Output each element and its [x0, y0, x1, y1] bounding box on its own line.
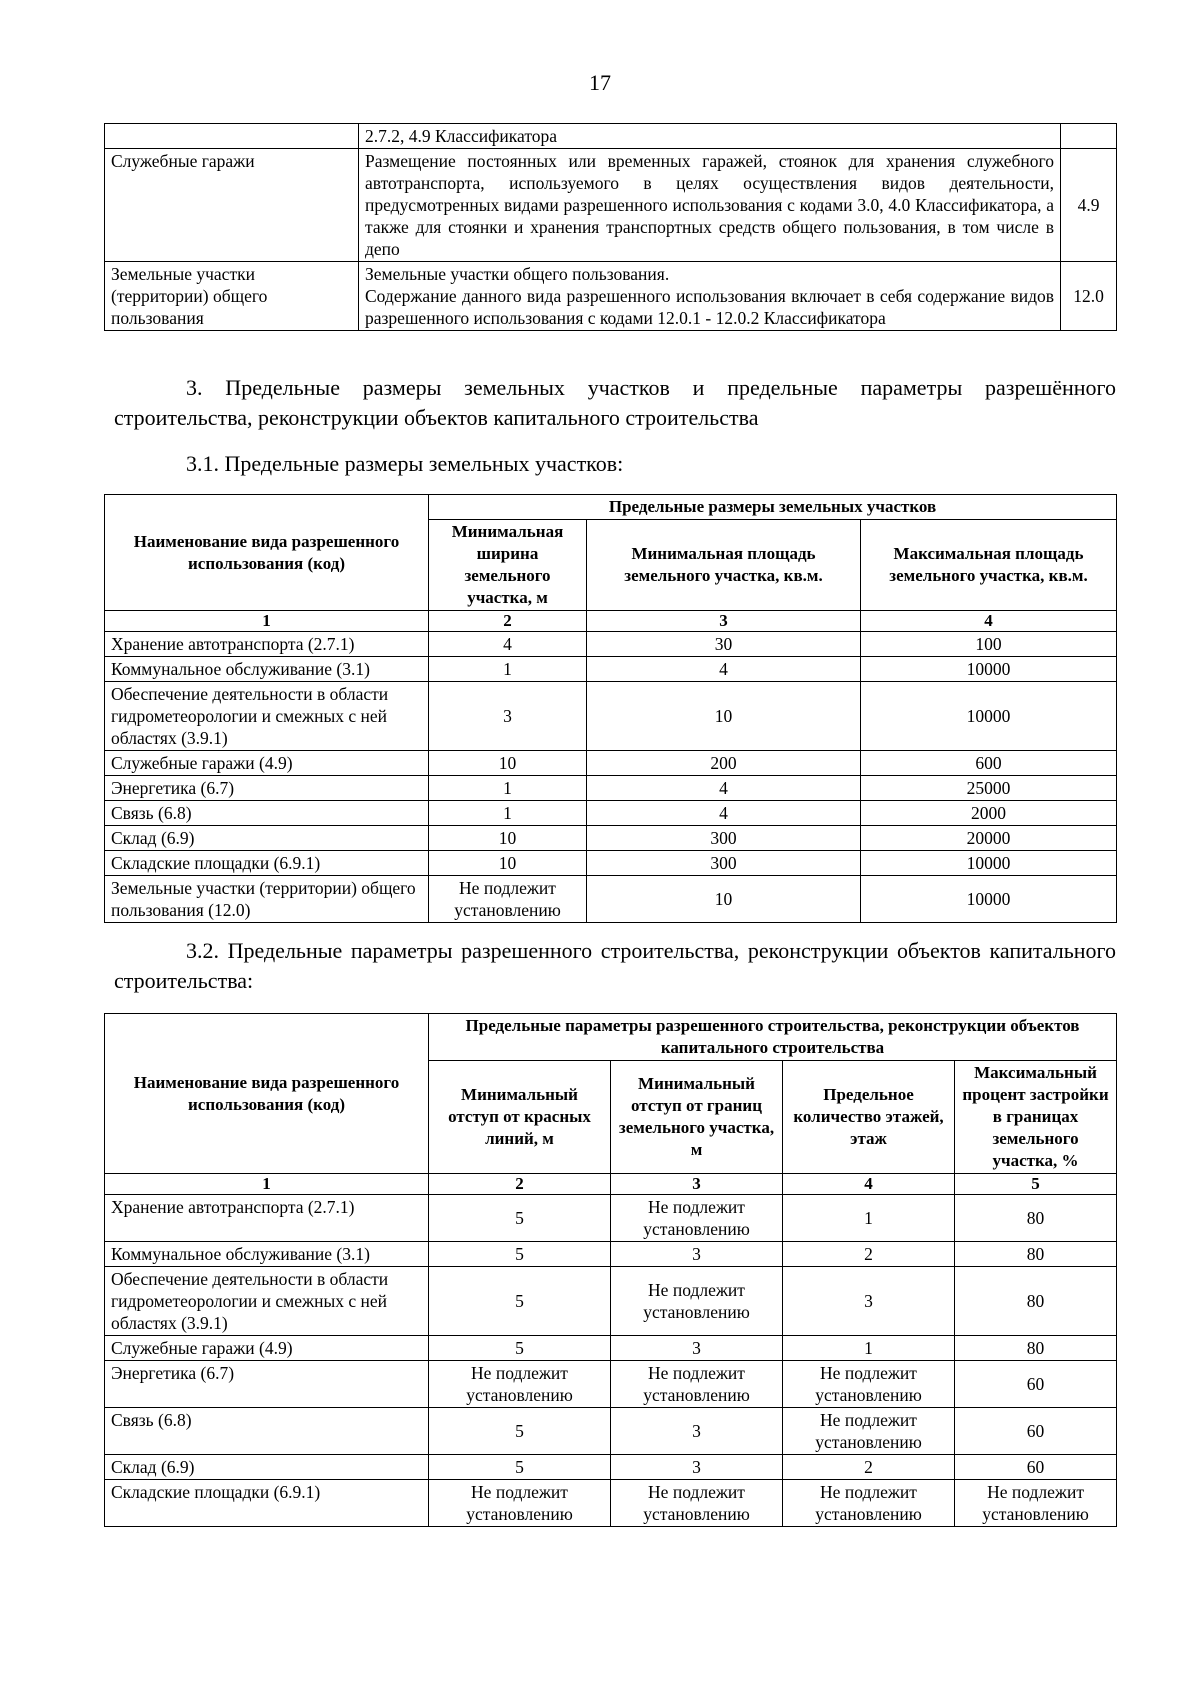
value-cell: Не подлежит установлению	[611, 1195, 783, 1242]
use-description	[359, 262, 1061, 331]
use-code	[1061, 124, 1117, 149]
value-cell: Не подлежит установлению	[429, 1361, 611, 1408]
table-row	[105, 149, 1117, 262]
column-index: 4	[783, 1174, 955, 1195]
value-cell: 5	[429, 1336, 611, 1361]
table-row	[105, 1408, 1117, 1455]
value-cell: 3	[611, 1242, 783, 1267]
table-row	[105, 124, 1117, 149]
uses-table-continuation	[104, 123, 1117, 331]
value-cell: 1	[429, 776, 587, 801]
table-row	[105, 776, 1117, 801]
subsection-heading-3-2: 3.2. Предельные параметры разрешенного строительства, реконструкции объектов капитального строительства:	[114, 938, 1116, 993]
value-cell: Не подлежит установлению	[611, 1267, 783, 1336]
table-row	[105, 1480, 1117, 1527]
value-cell: 10	[587, 682, 861, 751]
column-index: 5	[955, 1174, 1117, 1195]
table-row	[105, 1242, 1117, 1267]
column-index: 1	[105, 611, 429, 632]
header-use-name: Наименование вида разрешенного использования (код)	[105, 1014, 429, 1174]
value-cell: Не подлежит установлению	[611, 1361, 783, 1408]
header-min-area: Минимальная площадь земельного участка, кв.м.	[587, 520, 861, 611]
table-row	[105, 751, 1117, 776]
use-name: Энергетика (6.7)	[105, 1361, 429, 1408]
use-name: Служебные гаражи (4.9)	[105, 751, 429, 776]
table-row	[105, 1195, 1117, 1242]
use-code: 4.9	[1061, 149, 1117, 262]
use-description-line: Земельные участки общего пользования.	[365, 264, 670, 284]
value-cell: 200	[587, 751, 861, 776]
value-cell: 1	[783, 1195, 955, 1242]
table-row	[105, 657, 1117, 682]
value-cell: 80	[955, 1267, 1117, 1336]
use-name: Связь (6.8)	[105, 801, 429, 826]
use-name	[105, 124, 359, 149]
section-heading: 3. Предельные размеры земельных участков и предельные параметры разрешённого строительства, реконструкции объектов капитального строительства	[114, 375, 1116, 430]
use-name: Складские площадки (6.9.1)	[105, 851, 429, 876]
use-name: Коммунальное обслуживание (3.1)	[105, 657, 429, 682]
value-cell: Не подлежит установлению	[783, 1408, 955, 1455]
column-index: 3	[587, 611, 861, 632]
header-max-floors: Предельное количество этажей, этаж	[783, 1061, 955, 1174]
value-cell: 4	[587, 776, 861, 801]
value-cell: 60	[955, 1361, 1117, 1408]
table-row	[105, 682, 1117, 751]
value-cell: 10	[429, 751, 587, 776]
table-row	[105, 1455, 1117, 1480]
use-name: Земельные участки (территории) общего пользования (12.0)	[105, 876, 429, 923]
value-cell: 60	[955, 1455, 1117, 1480]
table-row	[105, 1336, 1117, 1361]
use-name: Хранение автотранспорта (2.7.1)	[105, 632, 429, 657]
use-description: Размещение постоянных или временных гаражей, стоянок для хранения служебного автотранспорта, используемого в целях осуществления видов деятельности, предусмотренных видами разрешенного использования с кодами 3.0, 4.0 Классификатора, а также для стоянки и хранения транспортных средств общего пользования, в том числе в депо	[359, 149, 1061, 262]
value-cell: 10	[587, 876, 861, 923]
table-row	[105, 1267, 1117, 1336]
value-cell: 2	[783, 1455, 955, 1480]
value-cell: 80	[955, 1336, 1117, 1361]
value-cell: 3	[611, 1336, 783, 1361]
value-cell: 5	[429, 1408, 611, 1455]
value-cell: Не подлежит установлению	[955, 1480, 1117, 1527]
column-index: 1	[105, 1174, 429, 1195]
value-cell: 10000	[861, 682, 1117, 751]
table-row	[105, 262, 1117, 331]
use-name: Энергетика (6.7)	[105, 776, 429, 801]
value-cell: 4	[429, 632, 587, 657]
column-index: 4	[861, 611, 1117, 632]
header-max-area: Максимальная площадь земельного участка, кв.м.	[861, 520, 1117, 611]
use-name: Хранение автотранспорта (2.7.1)	[105, 1195, 429, 1242]
use-name: Служебные гаражи (4.9)	[105, 1336, 429, 1361]
use-name: Обеспечение деятельности в области гидрометеорологии и смежных с ней областях (3.9.1)	[105, 1267, 429, 1336]
column-index: 3	[611, 1174, 783, 1195]
use-name: Складские площадки (6.9.1)	[105, 1480, 429, 1527]
use-description-text: Содержание данного вида разрешенного использования включает в себя содержание видов разрешенного использования с кодами 12.0.1 - 12.0.2 Классификатора	[365, 286, 1054, 328]
value-cell: Не подлежит установлению	[783, 1361, 955, 1408]
value-cell: 5	[429, 1242, 611, 1267]
value-cell: 100	[861, 632, 1117, 657]
value-cell: 4	[587, 801, 861, 826]
plot-size-rows	[105, 632, 1117, 923]
value-cell: 5	[429, 1455, 611, 1480]
use-name: Связь (6.8)	[105, 1408, 429, 1455]
use-name: Земельные участки (территории) общего пользования	[105, 262, 359, 331]
header-group: Предельные параметры разрешенного строительства, реконструкции объектов капитального строительства	[429, 1014, 1117, 1061]
page-number: 17	[589, 70, 611, 95]
value-cell: Не подлежит установлению	[611, 1480, 783, 1527]
value-cell: 3	[611, 1408, 783, 1455]
value-cell: 4	[587, 657, 861, 682]
value-cell: 25000	[861, 776, 1117, 801]
value-cell: 2000	[861, 801, 1117, 826]
value-cell: 10	[429, 826, 587, 851]
table-row	[105, 1361, 1117, 1408]
table-row	[105, 826, 1117, 851]
value-cell: 300	[587, 826, 861, 851]
value-cell: 300	[587, 851, 861, 876]
value-cell: 10000	[861, 876, 1117, 923]
header-min-setback-red-lines: Минимальный отступ от красных линий, м	[429, 1061, 611, 1174]
use-name: Служебные гаражи	[105, 149, 359, 262]
use-name: Склад (6.9)	[105, 826, 429, 851]
value-cell: 3	[429, 682, 587, 751]
value-cell: 1	[783, 1336, 955, 1361]
value-cell: 2	[783, 1242, 955, 1267]
column-index: 2	[429, 1174, 611, 1195]
table-row	[105, 876, 1117, 923]
value-cell: 80	[955, 1195, 1117, 1242]
value-cell: 60	[955, 1408, 1117, 1455]
header-min-width: Минимальная ширина земельного участка, м	[429, 520, 587, 611]
value-cell: Не подлежит установлению	[783, 1480, 955, 1527]
construction-params-table	[104, 1013, 1117, 1527]
table-row	[105, 851, 1117, 876]
table-row	[105, 632, 1117, 657]
value-cell: 10000	[861, 851, 1117, 876]
use-description: 2.7.2, 4.9 Классификатора	[359, 124, 1061, 149]
value-cell: 5	[429, 1195, 611, 1242]
table-row	[105, 801, 1117, 826]
value-cell: 1	[429, 657, 587, 682]
header-max-coverage: Максимальный процент застройки в границах земельного участка, %	[955, 1061, 1117, 1174]
value-cell: 80	[955, 1242, 1117, 1267]
header-use-name: Наименование вида разрешенного использования (код)	[105, 495, 429, 611]
value-cell: 3	[611, 1455, 783, 1480]
use-name: Обеспечение деятельности в области гидрометеорологии и смежных с ней областях (3.9.1)	[105, 682, 429, 751]
value-cell: 10	[429, 851, 587, 876]
value-cell: Не подлежит установлению	[429, 876, 587, 923]
header-min-setback-boundaries: Минимальный отступ от границ земельного участка, м	[611, 1061, 783, 1174]
use-code: 12.0	[1061, 262, 1117, 331]
value-cell: 3	[783, 1267, 955, 1336]
value-cell: Не подлежит установлению	[429, 1480, 611, 1527]
value-cell: 30	[587, 632, 861, 657]
subsection-heading-3-1: 3.1. Предельные размеры земельных участков:	[186, 451, 624, 476]
value-cell: 10000	[861, 657, 1117, 682]
value-cell: 1	[429, 801, 587, 826]
header-group: Предельные размеры земельных участков	[429, 495, 1117, 520]
value-cell: 600	[861, 751, 1117, 776]
value-cell: 20000	[861, 826, 1117, 851]
plot-size-table	[104, 494, 1117, 923]
column-index: 2	[429, 611, 587, 632]
use-name: Склад (6.9)	[105, 1455, 429, 1480]
construction-params-rows	[105, 1195, 1117, 1527]
use-name: Коммунальное обслуживание (3.1)	[105, 1242, 429, 1267]
value-cell: 5	[429, 1267, 611, 1336]
